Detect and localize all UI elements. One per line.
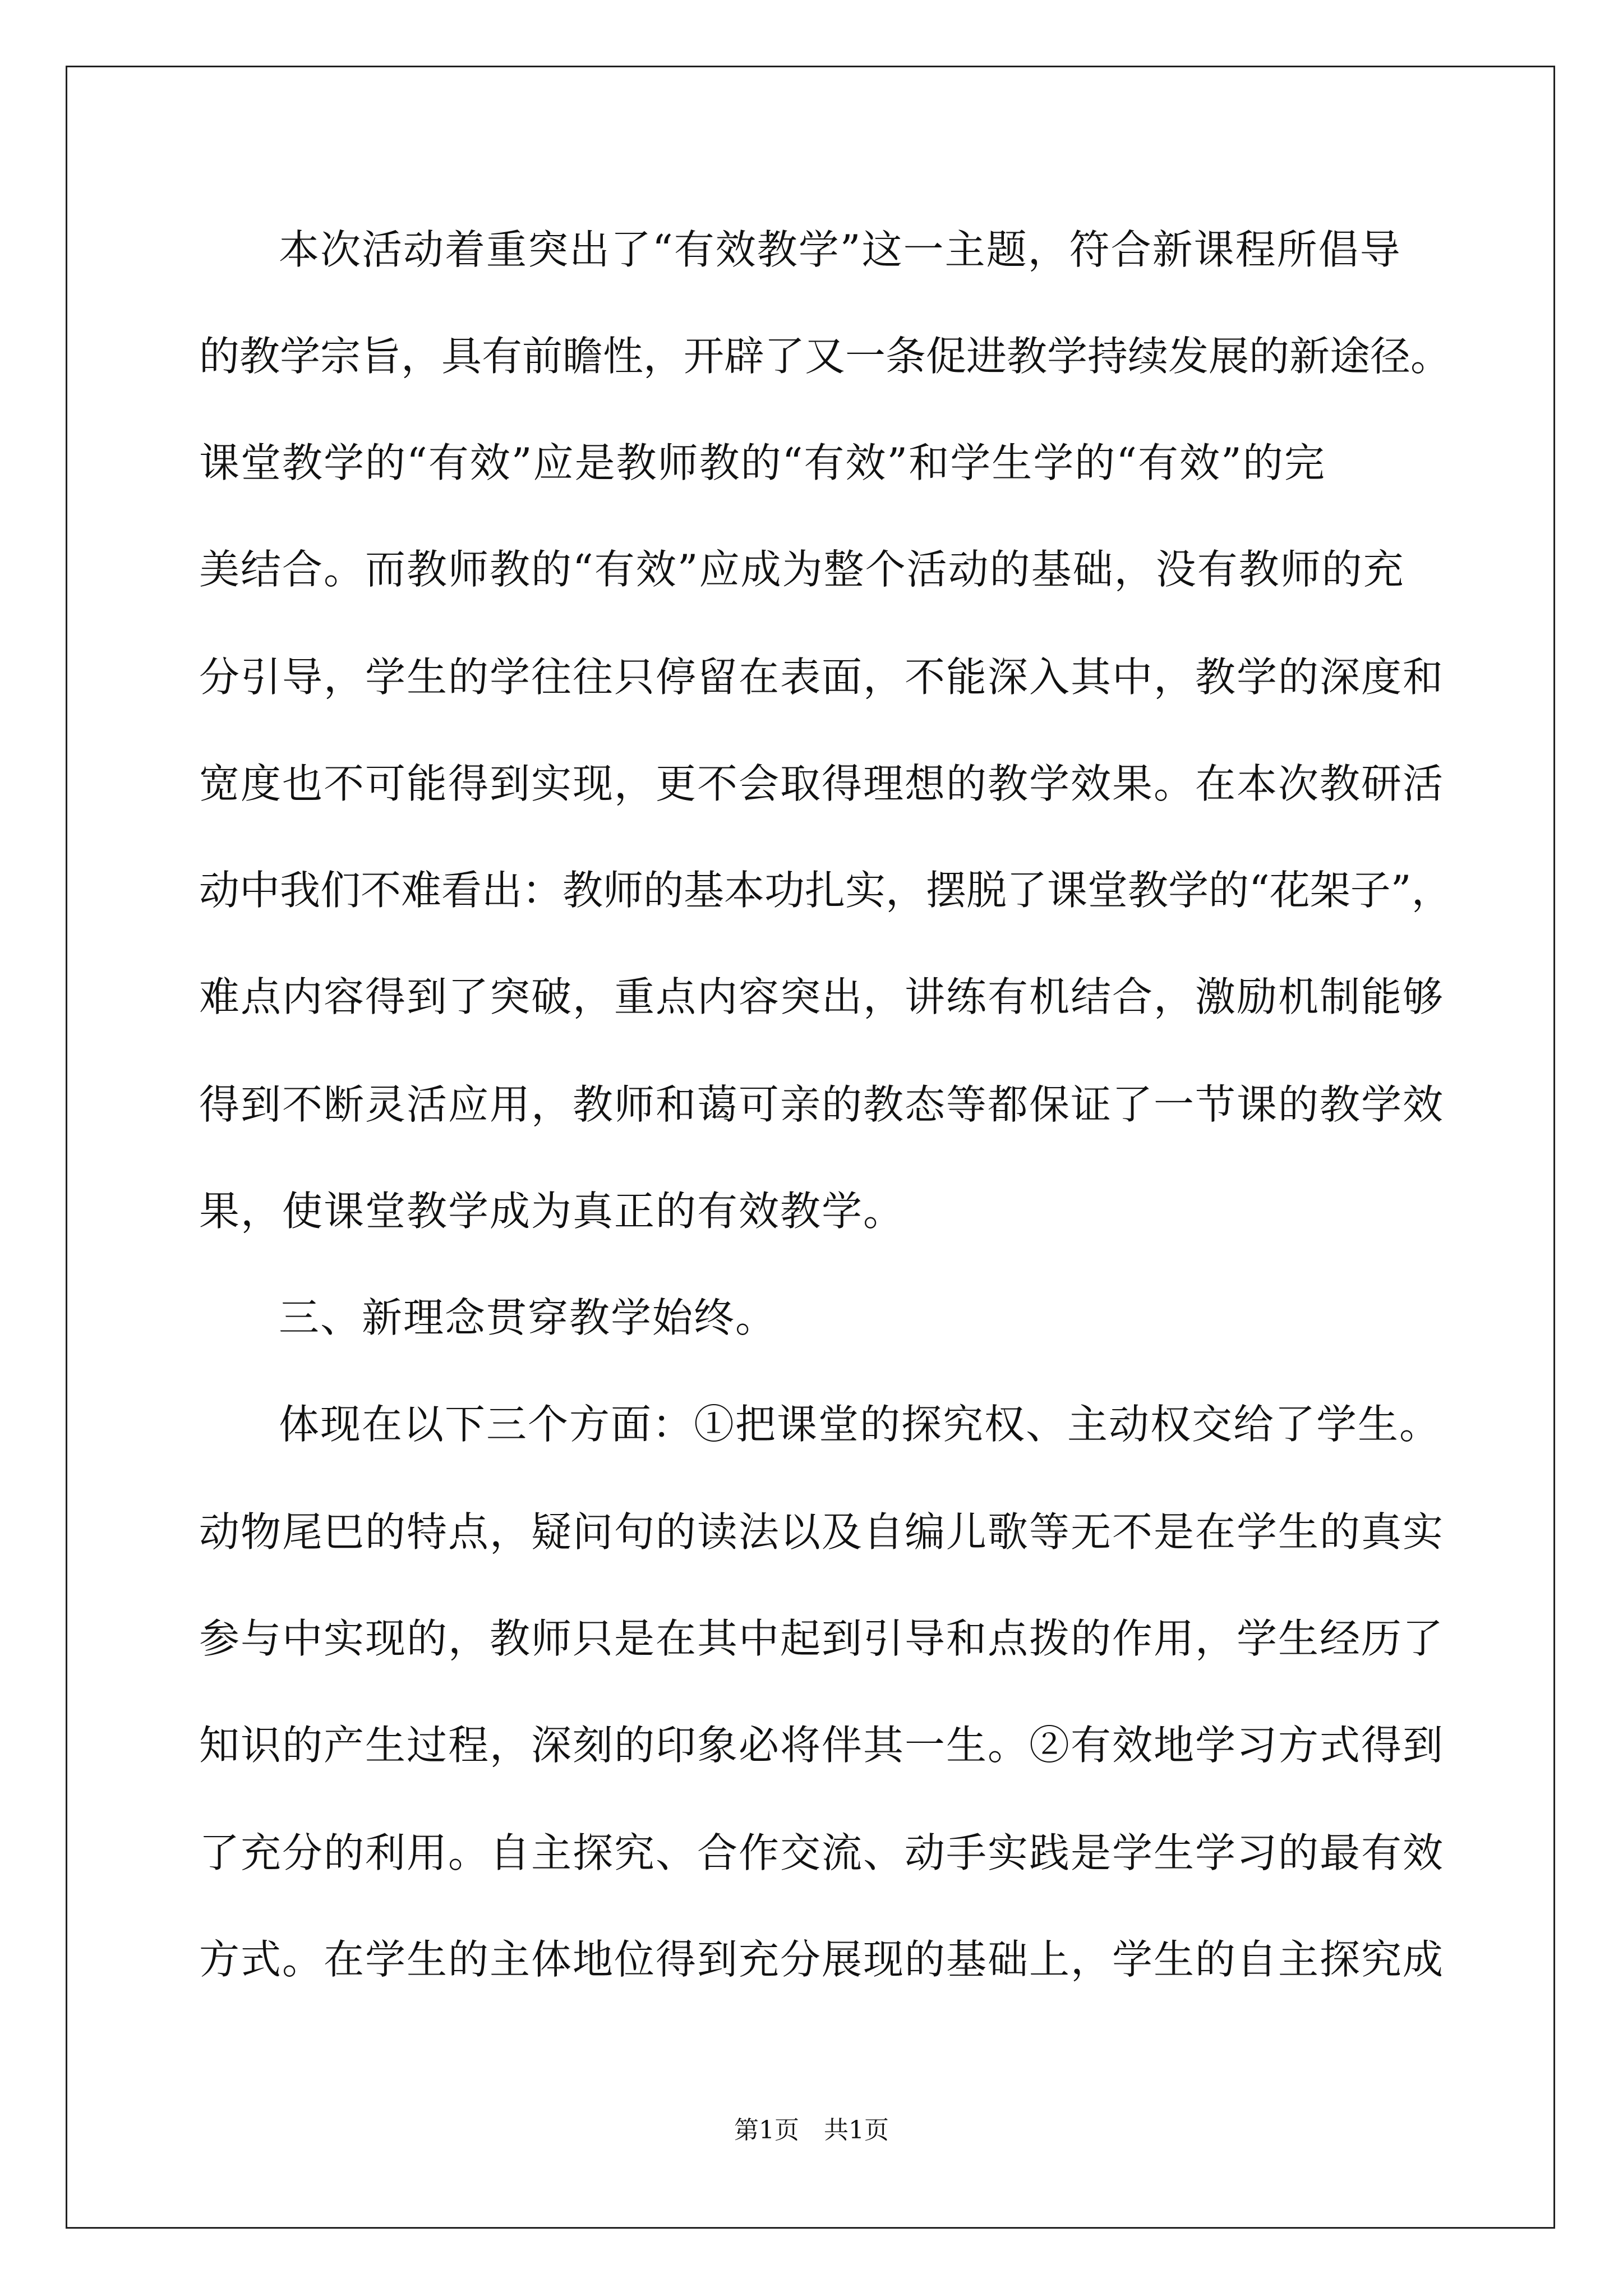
paragraph-line: 美结合。而教师教的“有效”应成为整个活动的基础，没有教师的充 xyxy=(199,546,1405,593)
page-number: 第1页 共1页 xyxy=(734,2116,889,2145)
paragraph-line: 难点内容得到了突破，重点内容突出，讲练有机结合，激励机制能够 xyxy=(199,973,1445,1020)
paragraph-line: 了充分的利用。自主探究、合作交流、动手实践是学生学习的最有效 xyxy=(199,1829,1445,1876)
paragraph-line: 宽度也不可能得到实现，更不会取得理想的教学效果。在本次教研活 xyxy=(199,760,1445,807)
section-heading: 三、新理念贯穿教学始终。 xyxy=(279,1294,777,1341)
paragraph-line: 的教学宗旨，具有前瞻性，开辟了又一条促进教学持续发展的新途径。 xyxy=(199,333,1451,380)
paragraph-line: 动中我们不难看出：教师的基本功扎实，摆脱了课堂教学的“花架子”， xyxy=(199,867,1452,914)
paragraph-line: 本次活动着重突出了“有效教学”这一主题，符合新课程所倡导 xyxy=(279,226,1401,273)
page-border xyxy=(66,66,1555,2229)
paragraph-line: 知识的产生过程，深刻的印象必将伴其一生。②有效地学习方式得到 xyxy=(199,1722,1445,1769)
paragraph-line: 得到不断灵活应用，教师和蔼可亲的教态等都保证了一节课的教学效 xyxy=(199,1081,1445,1128)
paragraph-line: 体现在以下三个方面：①把课堂的探究权、主动权交给了学生。 xyxy=(279,1401,1441,1448)
paragraph-line: 参与中实现的，教师只是在其中起到引导和点拨的作用，学生经历了 xyxy=(199,1615,1445,1662)
paragraph-line: 动物尾巴的特点，疑问句的读法以及自编儿歌等无不是在学生的真实 xyxy=(199,1508,1445,1556)
paragraph-line: 课堂教学的“有效”应是教师教的“有效”和学生学的“有效”的完 xyxy=(199,439,1326,486)
paragraph-line: 方式。在学生的主体地位得到充分展现的基础上，学生的自主探究成 xyxy=(199,1936,1445,1983)
paragraph-line: 果，使课堂教学成为真正的有效教学。 xyxy=(199,1188,905,1235)
paragraph-line: 分引导，学生的学往往只停留在表面，不能深入其中，教学的深度和 xyxy=(199,654,1445,701)
